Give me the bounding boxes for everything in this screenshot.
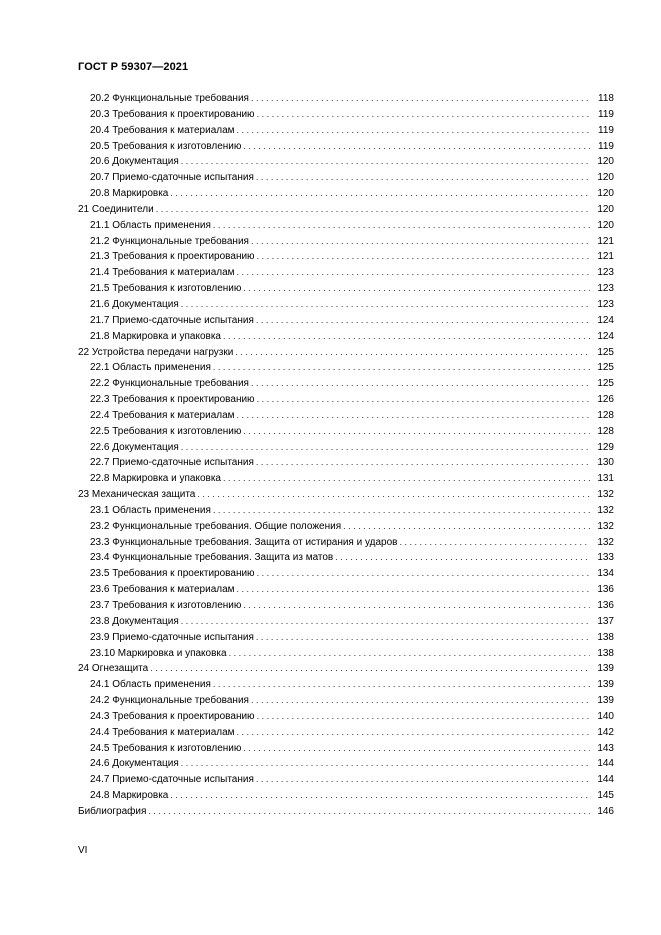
toc-entry-title: 20.4 Требования к материалам <box>90 124 235 136</box>
toc-entry <box>78 218 614 234</box>
toc-leader-dots <box>251 376 590 392</box>
toc-entry-page: 119 <box>598 124 614 136</box>
document-header: ГОСТ Р 59307—2021 <box>78 61 189 73</box>
toc-entry-title: 23.5 Требования к проектированию <box>90 568 255 580</box>
toc-entry-title: 21 Соединители <box>78 203 154 215</box>
toc-entry <box>78 392 614 408</box>
toc-entry <box>78 329 614 345</box>
toc-entry-title: 23.1 Область применения <box>90 504 211 516</box>
toc-entry <box>78 725 614 741</box>
toc-entry-page: 138 <box>597 647 614 659</box>
toc-entry-page: 144 <box>597 758 614 770</box>
toc-entry-title: 21.2 Функциональные требования <box>90 235 249 247</box>
toc-entry-page: 137 <box>597 615 614 627</box>
toc-entry-title: 23.2 Функциональные требования. Общие положения <box>90 520 342 532</box>
toc-entry <box>78 202 614 218</box>
toc-entry-title: 22.5 Требования к изготовлению <box>90 425 242 437</box>
toc-entry-title: 24.3 Требования к проектированию <box>90 710 255 722</box>
toc-entry <box>78 566 614 582</box>
toc-entry-page: 119 <box>598 140 614 152</box>
toc-entry-page: 129 <box>597 441 614 453</box>
toc-entry-title: 24.4 Требования к материалам <box>90 726 235 738</box>
toc-entry-title: 22.2 Функциональные требования <box>90 378 249 390</box>
toc-entry-page: 134 <box>597 568 614 580</box>
toc-leader-dots <box>229 646 590 662</box>
toc-entry-title: 22.7 Приемо-сдаточные испытания <box>90 457 254 469</box>
toc-entry-title: 22.8 Маркировка и упаковка <box>90 473 221 485</box>
toc-entry-title: 20.6 Документация <box>90 156 179 168</box>
toc-entry <box>78 408 614 424</box>
toc-entry-page: 123 <box>597 298 614 310</box>
toc-leader-dots <box>256 455 590 471</box>
toc-entry <box>78 281 614 297</box>
toc-entry-page: 118 <box>598 93 614 104</box>
toc-entry-page: 136 <box>597 600 614 611</box>
toc-entry-page: 121 <box>597 251 614 263</box>
page-number: VI <box>78 845 88 856</box>
toc-entry <box>78 455 614 471</box>
toc-entry-page: 139 <box>597 679 614 691</box>
toc-entry-title: 22.4 Требования к материалам <box>90 409 235 421</box>
toc-entry-page: 119 <box>598 108 614 120</box>
toc-leader-dots <box>213 677 590 693</box>
toc-leader-dots <box>237 582 590 598</box>
toc-entry-page: 146 <box>597 805 614 817</box>
toc-entry-title: 21.6 Документация <box>90 298 179 310</box>
toc-entry <box>78 788 614 804</box>
toc-entry-page: 139 <box>597 663 614 675</box>
toc-entry <box>78 471 614 487</box>
toc-leader-dots <box>256 630 590 646</box>
toc-entry <box>78 186 614 202</box>
toc-entry-page: 130 <box>597 457 614 469</box>
toc-entry-title: 23.7 Требования к изготовлению <box>90 600 242 611</box>
toc-leader-dots <box>256 170 590 186</box>
toc-leader-dots <box>251 693 590 709</box>
toc-leader-dots <box>237 123 590 139</box>
toc-entry <box>78 741 614 757</box>
toc-entry-page: 144 <box>597 774 614 786</box>
toc-entry-page: 143 <box>597 742 614 754</box>
toc-entry <box>78 519 614 535</box>
toc-entry-page: 123 <box>597 283 614 295</box>
toc-entry <box>78 424 614 440</box>
toc-entry <box>78 582 614 598</box>
toc-leader-dots <box>243 424 590 440</box>
toc-entry-page: 142 <box>597 726 614 738</box>
toc-entry <box>78 693 614 709</box>
toc-entry-title: 22.1 Область применения <box>90 362 211 374</box>
toc-entry <box>78 630 614 646</box>
toc-leader-dots <box>181 154 590 170</box>
toc-entry-title: 24 Огнезащита <box>78 663 149 675</box>
toc-entry-page: 128 <box>597 425 614 437</box>
toc-entry-page: 145 <box>597 790 614 802</box>
toc-leader-dots <box>223 471 590 487</box>
toc-leader-dots <box>213 360 590 376</box>
toc-entry-page: 120 <box>597 156 614 168</box>
toc-entry-page: 120 <box>597 203 614 215</box>
toc-entry-title: 22.3 Требования к проектированию <box>90 394 255 406</box>
toc-entry-title: 22 Устройства передачи нагрузки <box>78 346 234 358</box>
toc-leader-dots <box>237 265 590 281</box>
toc-leader-dots <box>170 788 590 804</box>
toc-entry <box>78 535 614 551</box>
toc-leader-dots <box>243 281 590 297</box>
toc-entry-page: 132 <box>597 536 614 548</box>
table-of-contents <box>78 91 614 820</box>
toc-entry-title: 20.5 Требования к изготовлению <box>90 140 242 152</box>
toc-entry-page: 131 <box>597 473 614 485</box>
toc-entry <box>78 646 614 662</box>
toc-entry-title: 22.6 Документация <box>90 441 179 453</box>
toc-entry-title: 23 Механическая защита <box>78 489 196 501</box>
toc-entry-page: 125 <box>597 362 614 374</box>
toc-leader-dots <box>399 535 590 551</box>
toc-entry-title: 20.7 Приемо-сдаточные испытания <box>90 172 254 184</box>
toc-entry-page: 128 <box>597 409 614 421</box>
toc-entry-title: Библиография <box>78 805 147 817</box>
toc-leader-dots <box>197 487 590 503</box>
toc-entry <box>78 614 614 630</box>
toc-entry <box>78 360 614 376</box>
toc-leader-dots <box>257 566 590 582</box>
toc-leader-dots <box>257 709 590 725</box>
toc-entry <box>78 107 614 123</box>
toc-leader-dots <box>181 756 590 772</box>
toc-entry-title: 24.7 Приемо-сдаточные испытания <box>90 774 254 786</box>
toc-entry <box>78 345 614 361</box>
toc-entry-page: 120 <box>597 172 614 184</box>
toc-entry-page: 125 <box>597 378 614 390</box>
toc-entry-page: 124 <box>597 330 614 342</box>
toc-leader-dots <box>181 297 590 313</box>
toc-leader-dots <box>251 234 590 250</box>
toc-entry <box>78 297 614 313</box>
toc-entry <box>78 249 614 265</box>
toc-leader-dots <box>257 392 590 408</box>
toc-leader-dots <box>237 725 590 741</box>
toc-leader-dots <box>256 313 590 329</box>
toc-leader-dots <box>181 440 590 456</box>
toc-entry <box>78 677 614 693</box>
toc-entry-title: 23.4 Функциональные требования. Защита из матов <box>90 552 334 564</box>
toc-entry-title: 23.9 Приемо-сдаточные испытания <box>90 631 254 643</box>
toc-leader-dots <box>213 503 590 519</box>
toc-entry-page: 132 <box>597 504 614 516</box>
toc-entry-page: 123 <box>597 267 614 279</box>
toc-entry-title: 24.2 Функциональные требования <box>90 695 249 707</box>
toc-entry-page: 138 <box>597 631 614 643</box>
toc-leader-dots <box>256 772 590 788</box>
toc-entry <box>78 265 614 281</box>
toc-entry-page: 136 <box>597 584 614 596</box>
toc-entry-page: 139 <box>597 695 614 707</box>
toc-entry-title: 21.8 Маркировка и упаковка <box>90 330 221 342</box>
toc-entry <box>78 440 614 456</box>
toc-entry-page: 121 <box>597 235 614 247</box>
toc-leader-dots <box>237 408 590 424</box>
toc-entry-title: 21.7 Приемо-сдаточные испытания <box>90 314 254 326</box>
toc-entry-title: 23.6 Требования к материалам <box>90 584 235 596</box>
toc-entry-title: 23.3 Функциональные требования. Защита от истирания и ударов <box>90 536 398 548</box>
toc-leader-dots <box>156 202 590 218</box>
toc-entry-page: 140 <box>597 710 614 722</box>
toc-entry-title: 21.3 Требования к проектированию <box>90 251 255 263</box>
toc-entry-page: 120 <box>597 188 614 200</box>
toc-entry <box>78 313 614 329</box>
toc-leader-dots <box>235 345 590 361</box>
toc-entry <box>78 234 614 250</box>
toc-entry-page: 132 <box>597 520 614 532</box>
toc-leader-dots <box>257 249 590 265</box>
toc-leader-dots <box>335 550 590 566</box>
toc-entry-page: 125 <box>597 346 614 358</box>
toc-entry <box>78 661 614 677</box>
toc-entry <box>78 376 614 392</box>
toc-entry <box>78 139 614 155</box>
toc-leader-dots <box>223 329 590 345</box>
toc-entry <box>78 756 614 772</box>
toc-entry-title: 20.3 Требования к проектированию <box>90 108 255 120</box>
toc-entry-title: 23.10 Маркировка и упаковка <box>90 647 227 659</box>
toc-entry <box>78 709 614 725</box>
toc-entry-title: 24.1 Область применения <box>90 679 211 691</box>
toc-entry-page: 126 <box>597 394 614 406</box>
toc-entry-title: 21.5 Требования к изготовлению <box>90 283 242 295</box>
toc-leader-dots <box>243 139 590 155</box>
toc-leader-dots <box>251 91 590 107</box>
toc-entry <box>78 91 614 107</box>
toc-entry-title: 20.8 Маркировка <box>90 188 169 200</box>
toc-entry <box>78 154 614 170</box>
toc-entry <box>78 772 614 788</box>
toc-entry-page: 132 <box>597 489 614 501</box>
toc-entry-page: 120 <box>597 219 614 231</box>
toc-entry <box>78 598 614 614</box>
toc-entry <box>78 487 614 503</box>
toc-entry <box>78 550 614 566</box>
toc-leader-dots <box>243 741 590 757</box>
toc-entry <box>78 503 614 519</box>
toc-entry-page: 133 <box>597 552 614 564</box>
toc-entry-title: 21.4 Требования к материалам <box>90 267 235 279</box>
toc-leader-dots <box>213 218 590 234</box>
toc-entry <box>78 170 614 186</box>
toc-leader-dots <box>343 519 590 535</box>
toc-leader-dots <box>150 661 590 677</box>
toc-leader-dots <box>243 598 590 614</box>
toc-leader-dots <box>181 614 590 630</box>
toc-entry-title: 24.8 Маркировка <box>90 790 169 802</box>
toc-entry <box>78 123 614 139</box>
toc-entry-title: 21.1 Область применения <box>90 219 211 231</box>
toc-entry-title: 24.6 Документация <box>90 758 179 770</box>
toc-leader-dots <box>257 107 590 123</box>
toc-entry-title: 24.5 Требования к изготовлению <box>90 742 242 754</box>
toc-entry-title: 23.8 Документация <box>90 615 179 627</box>
toc-leader-dots <box>148 804 590 820</box>
toc-leader-dots <box>170 186 590 202</box>
toc-entry-page: 124 <box>597 314 614 326</box>
toc-entry <box>78 804 614 820</box>
toc-entry-title: 20.2 Функциональные требования <box>90 93 249 104</box>
